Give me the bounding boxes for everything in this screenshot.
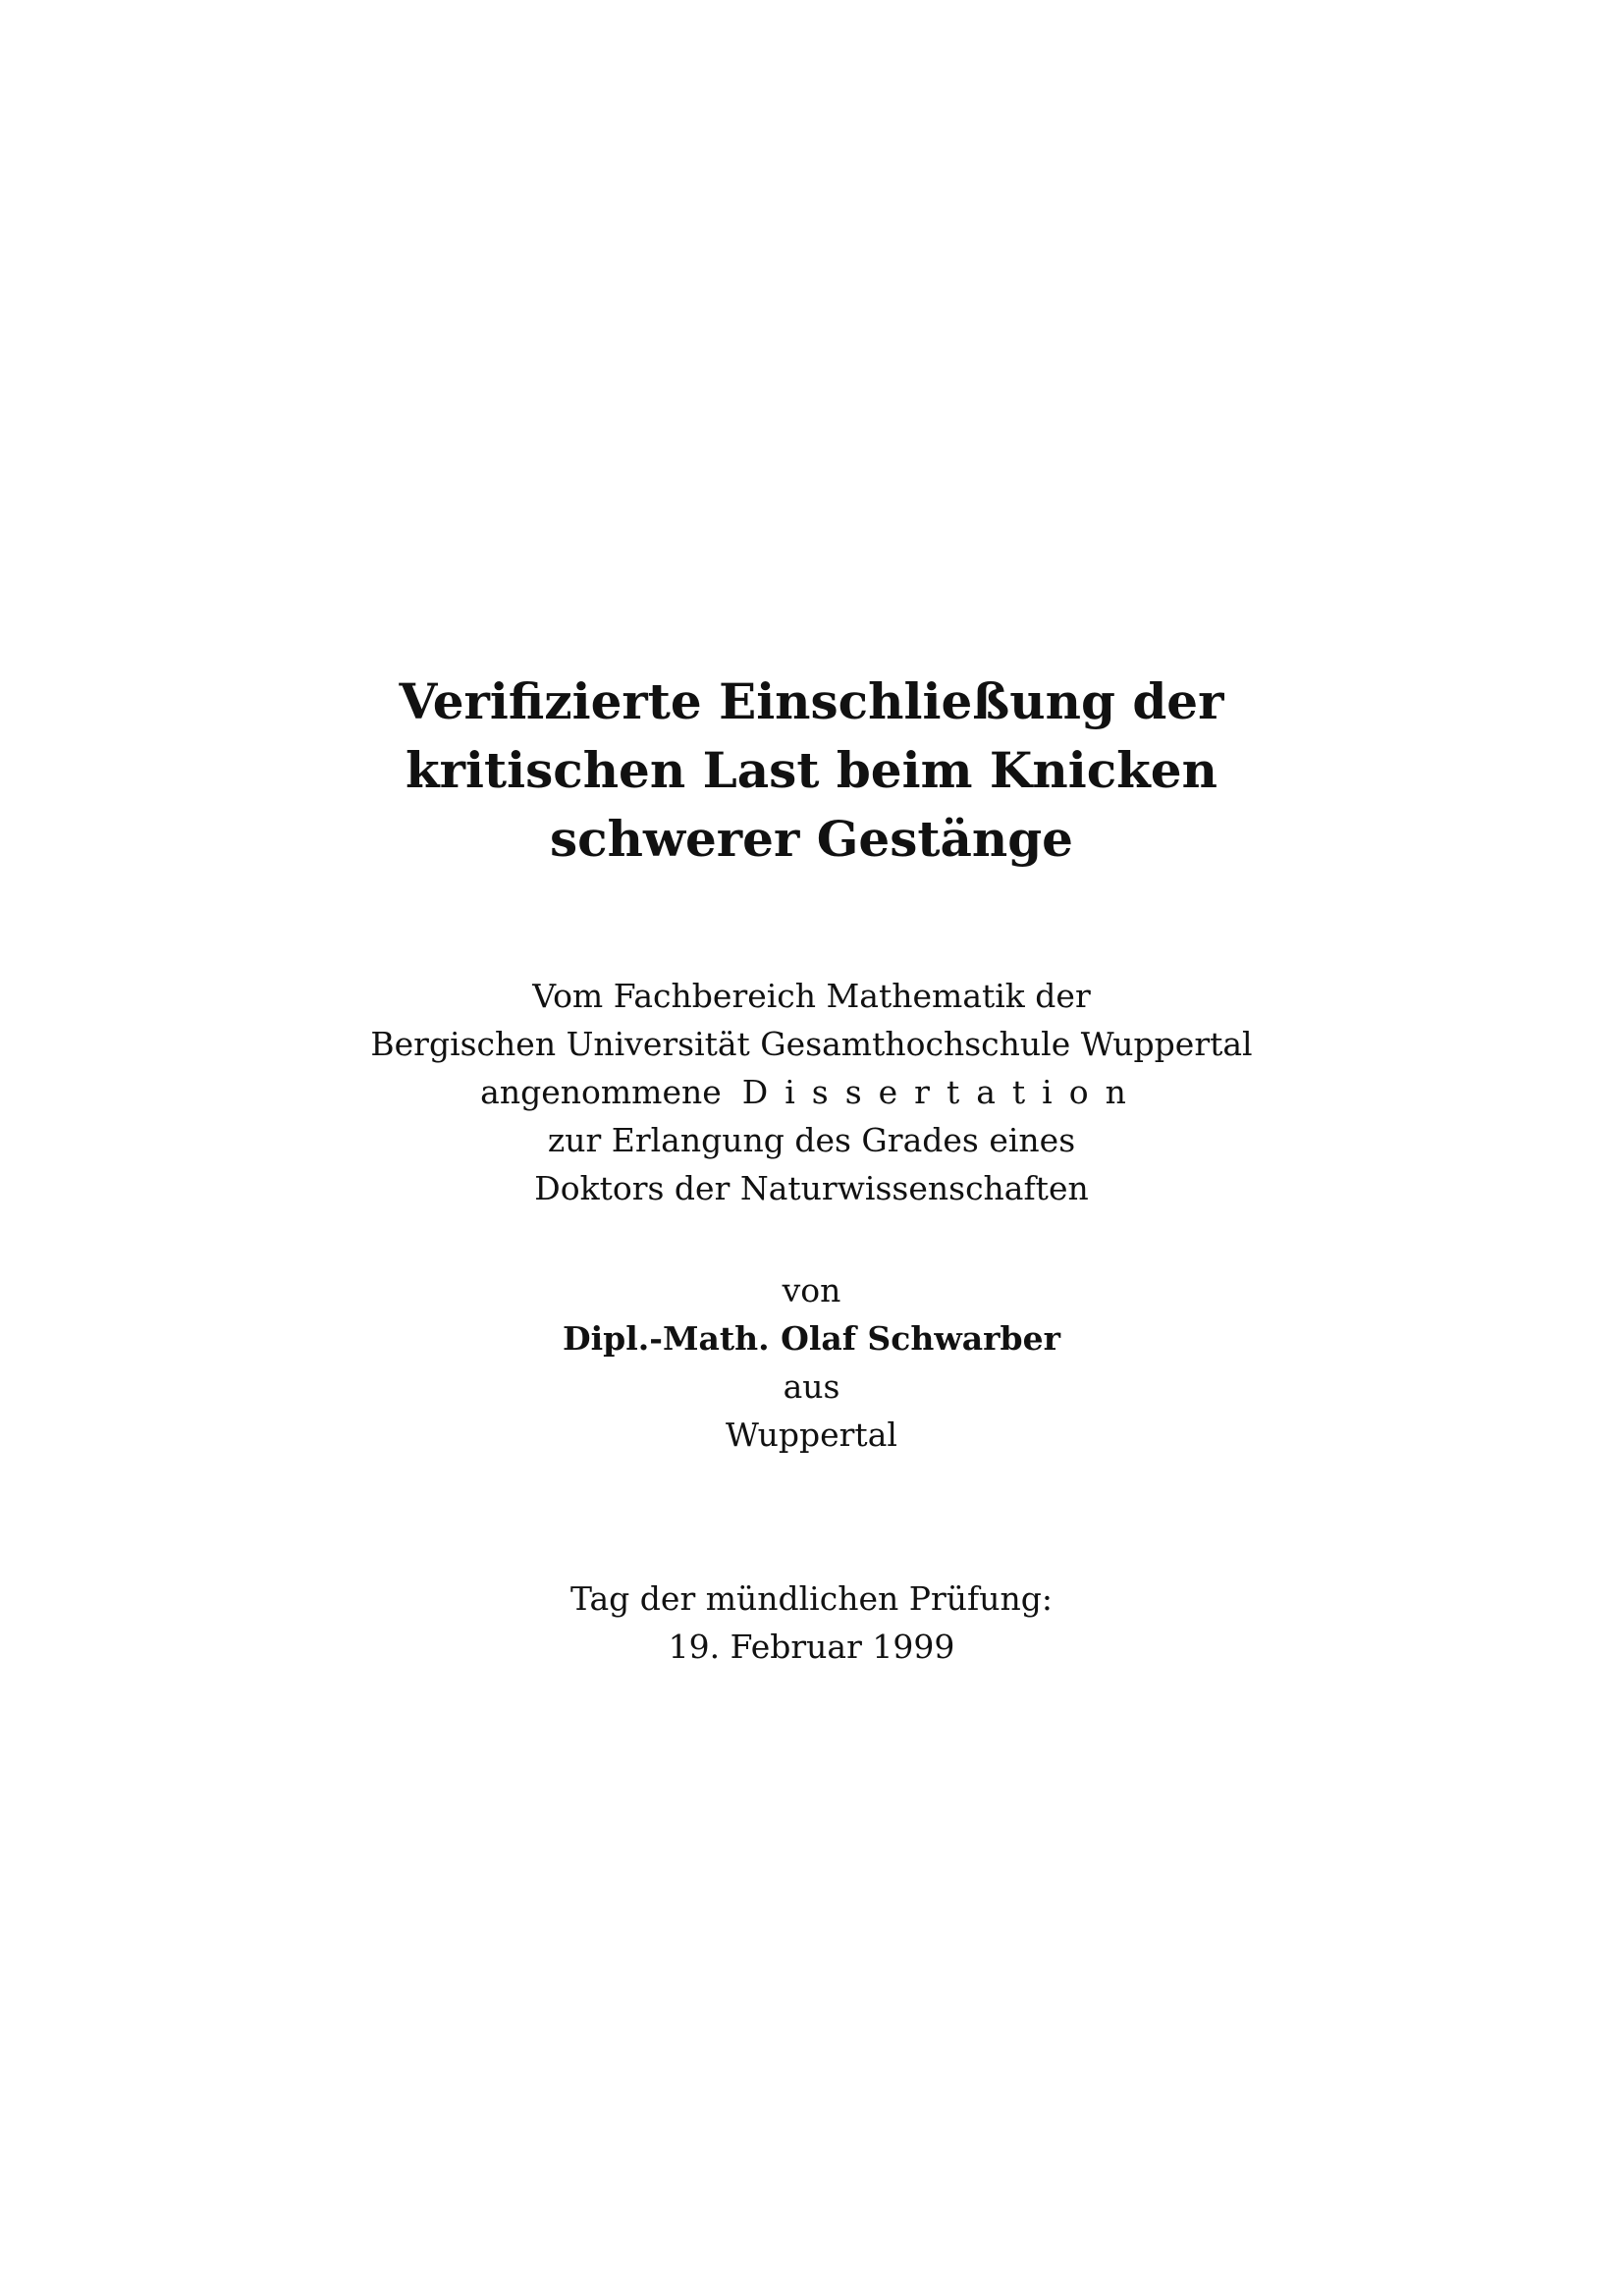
degree-name-line: Doktors der Naturwissenschaften [534, 1169, 1089, 1207]
title-line-3: schwerer Gestänge [550, 810, 1073, 868]
von-label: von [782, 1271, 841, 1309]
submission-info [0, 972, 1623, 1212]
exam-date: 19. Februar 1999 [668, 1628, 955, 1666]
aus-label: aus [783, 1367, 840, 1406]
author-place: Wuppertal [726, 1415, 897, 1454]
exam-info [0, 1575, 1623, 1671]
title-line-1: Verifizierte Einschließung der [399, 672, 1224, 730]
university-line: Bergischen Universität Gesamthochschule Wuppertal [370, 1025, 1253, 1063]
accepted-prefix: angenommene [480, 1073, 722, 1111]
degree-purpose-line: zur Erlangung des Grades eines [547, 1121, 1076, 1159]
title-line-2: kritischen Last beim Knicken [406, 741, 1217, 799]
author-name: Dipl.-Math. Olaf Schwarber [563, 1319, 1060, 1358]
dissertation-word: Dissertation [741, 1073, 1143, 1111]
accepted-line [0, 1068, 1623, 1116]
faculty-line: Vom Fachbereich Mathematik der [532, 977, 1091, 1015]
exam-label: Tag der mündlichen Prüfung: [570, 1579, 1053, 1618]
dissertation-title [0, 667, 1623, 874]
author-info [0, 1266, 1623, 1459]
